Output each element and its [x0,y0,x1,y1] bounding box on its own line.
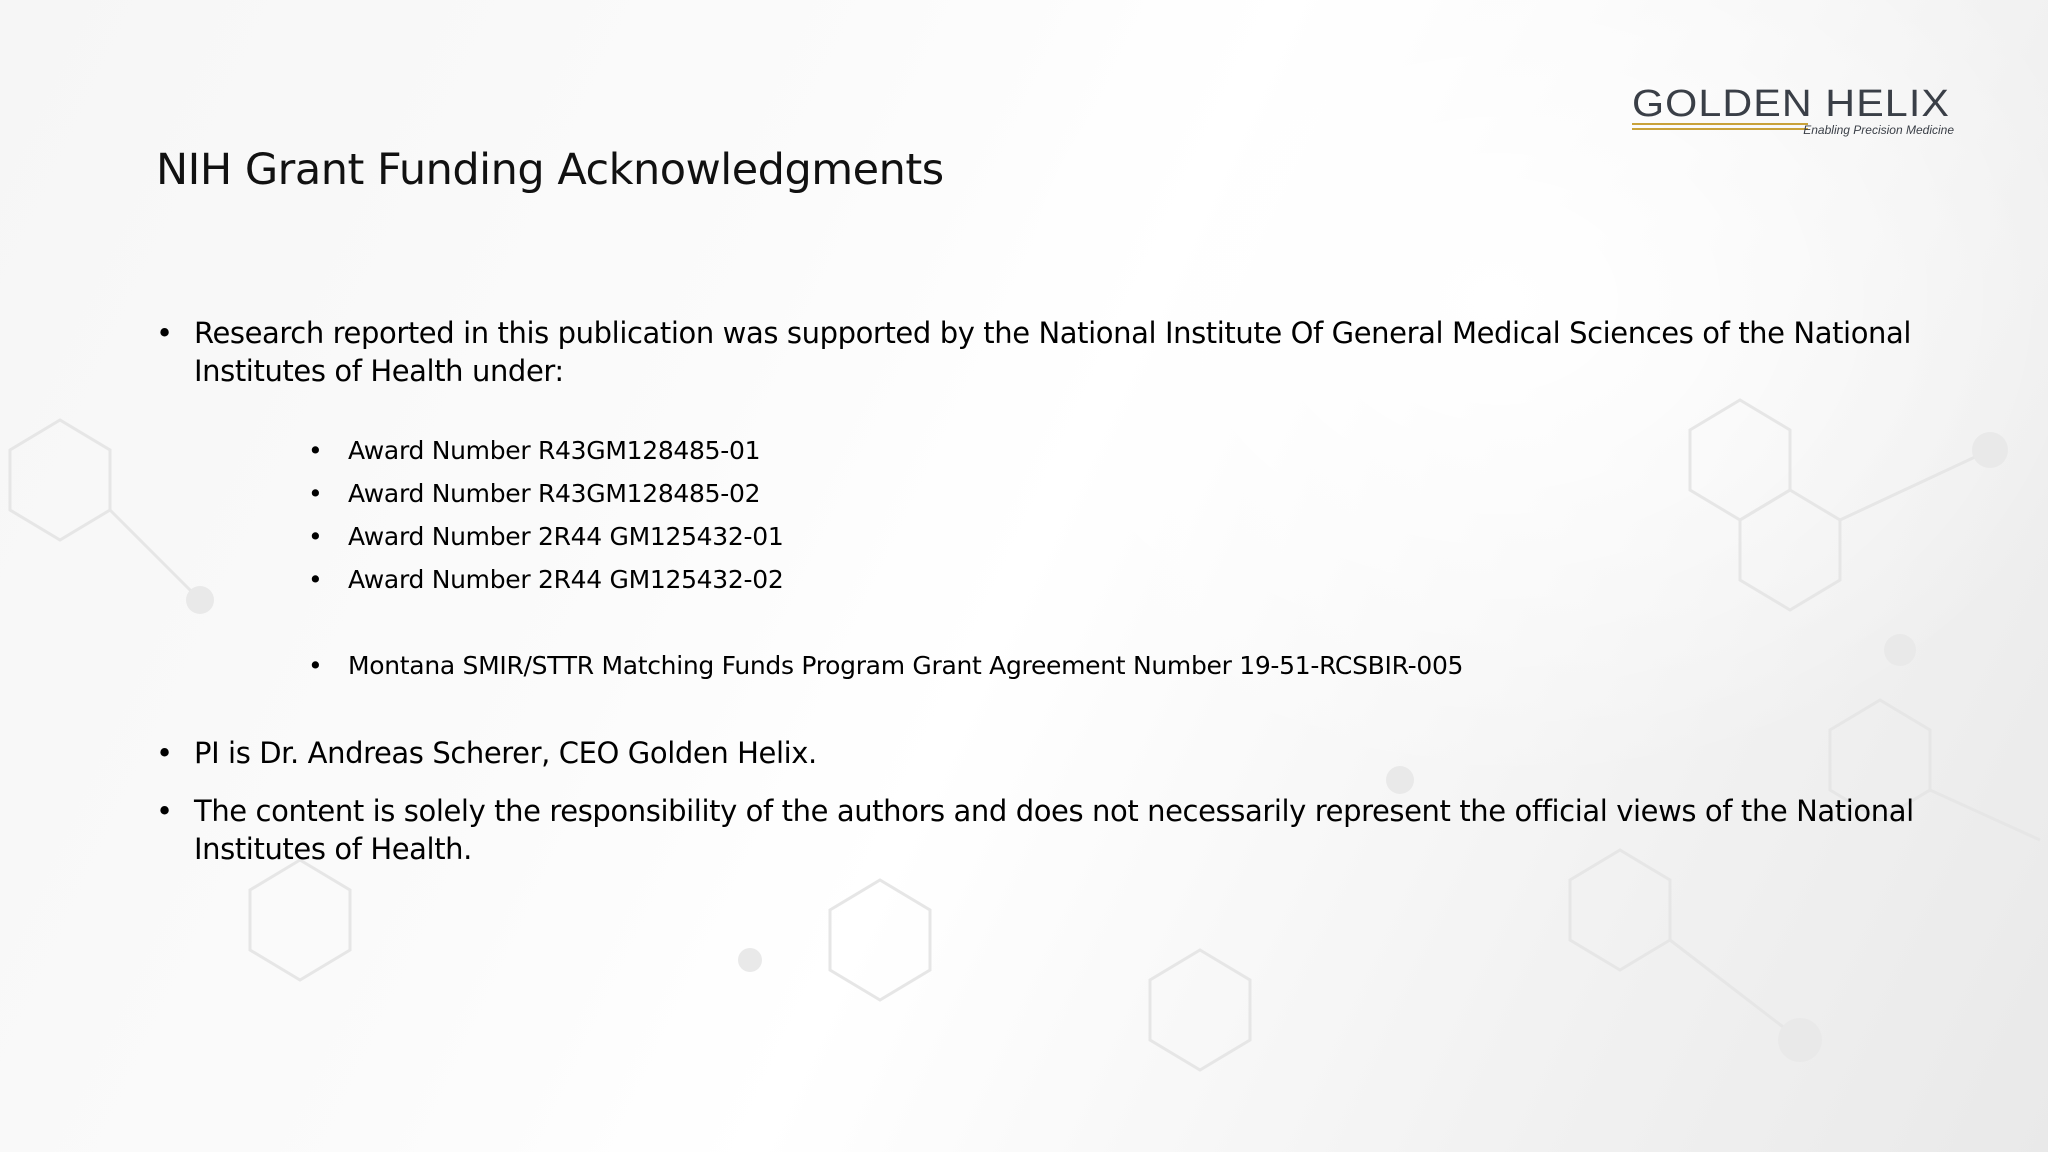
golden-helix-logo [1628,82,1958,142]
award-list-item [308,472,1808,515]
montana-grant-item [308,644,1808,687]
bullet-text: PI is Dr. Andreas Scherer, CEO Golden Helix. [194,736,817,770]
bullet-text: Research reported in this publication was supported by the National Institute Of General Medical Sciences of the National Institutes of Health under: [194,316,1912,388]
bullet-item [156,314,1916,390]
bullet-dot: • [308,522,323,551]
bullet-dot: • [156,316,173,350]
award-list-item [308,429,1808,472]
bullet-dot: • [156,794,173,828]
award-text: Award Number 2R44 GM125432-02 [348,565,784,594]
award-list-item [308,558,1808,601]
award-text: Award Number 2R44 GM125432-01 [348,522,784,551]
bullet-item [156,734,1916,772]
logo-tagline: Enabling Precision Medicine [1803,123,1954,137]
montana-grant-text: Montana SMIR/STTR Matching Funds Program Grant Agreement Number 19-51-RCSBIR-005 [348,651,1464,680]
slide-title: NIH Grant Funding Acknowledgments [156,145,944,195]
logo-wordmark: GOLDEN HELIX [1632,83,1950,125]
bullet-dot: • [308,565,323,594]
award-list-item [308,515,1808,558]
bullet-dot: • [308,651,323,680]
bullet-dot: • [308,436,323,465]
bullet-item [156,792,1916,868]
award-text: Award Number R43GM128485-02 [348,479,761,508]
bullet-dot: • [308,479,323,508]
bullet-dot: • [156,736,173,770]
bullet-text: The content is solely the responsibility of the authors and does not necessarily represent the official views of the National Institutes of Health. [194,794,1914,866]
award-text: Award Number R43GM128485-01 [348,436,761,465]
